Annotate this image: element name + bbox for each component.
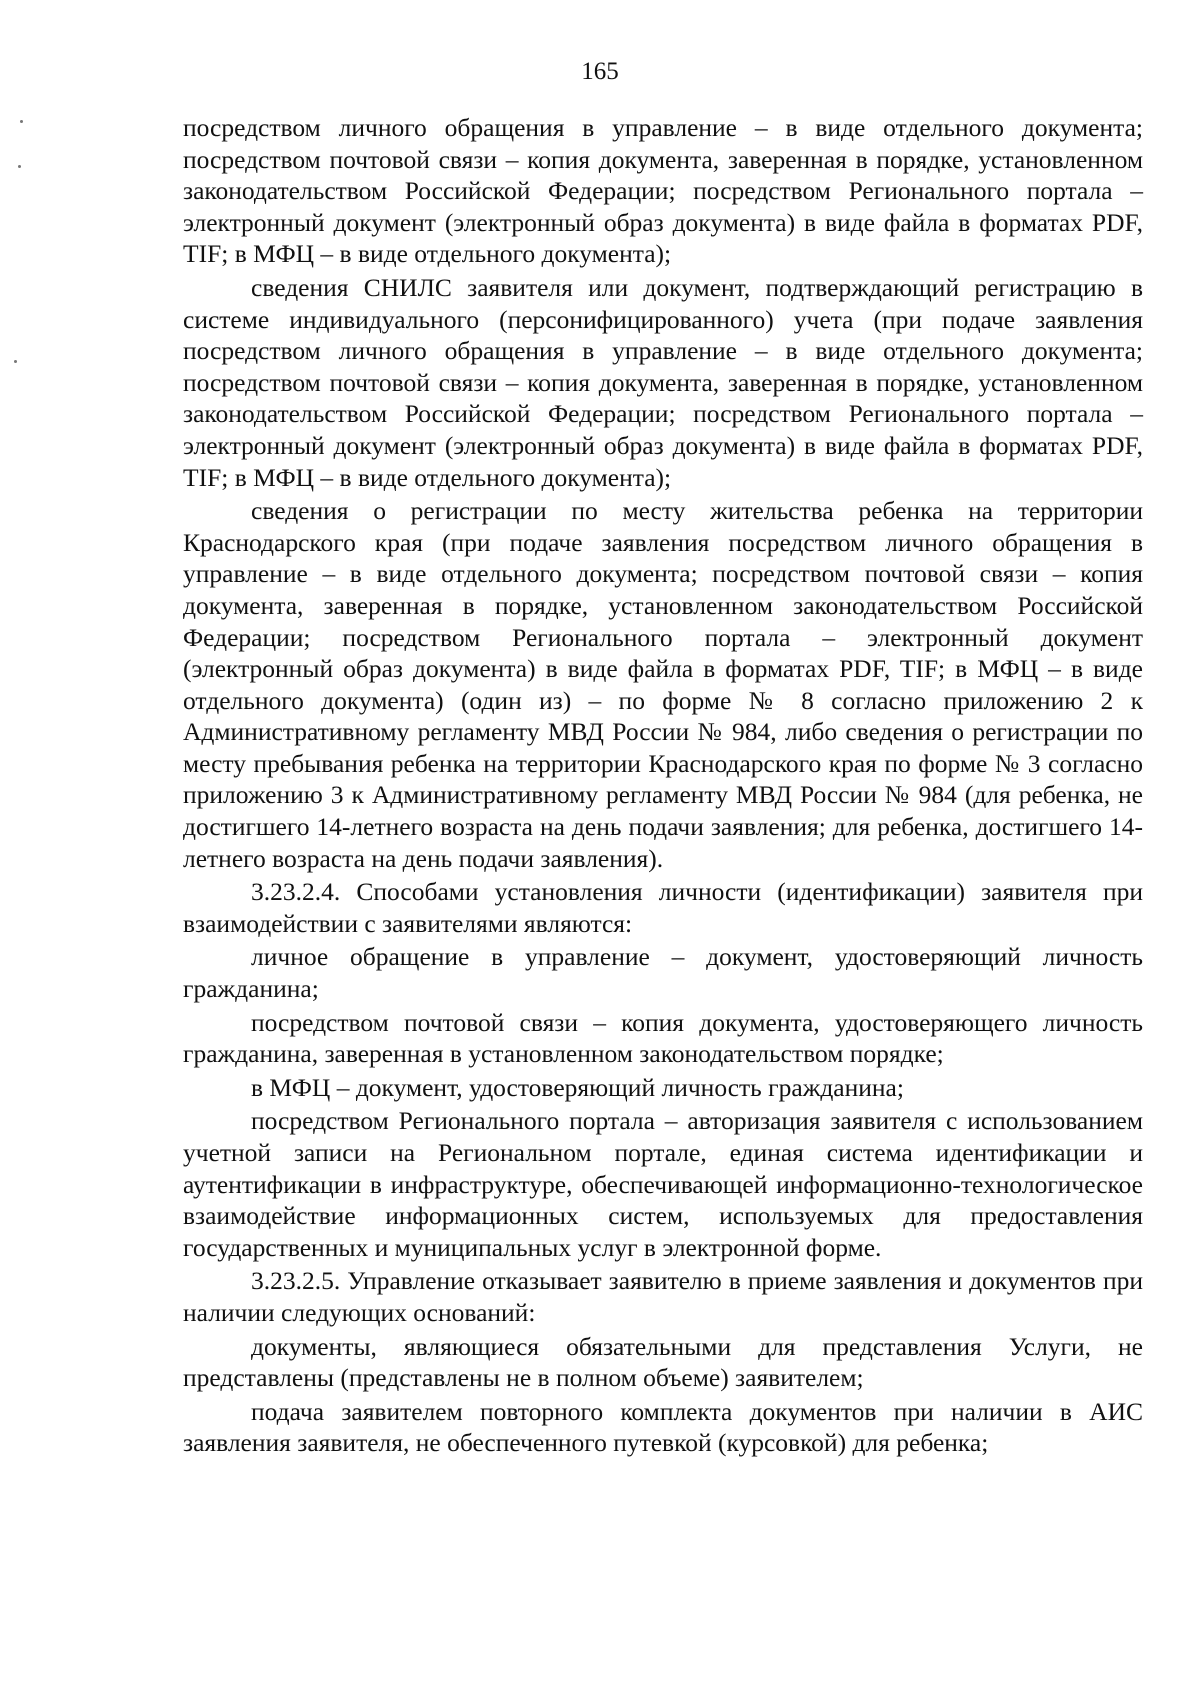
paragraph-3-23-2-4: 3.23.2.4. Способами установления личности (идентификации) заявителя при взаимодействии с заявителями являются:	[183, 877, 1143, 938]
paragraph-personal-visit: личное обращение в управление – документ, удостоверяющий личность гражданина;	[183, 942, 1143, 1004]
paragraph-snils: сведения СНИЛС заявителя или документ, подтверждающий регистрацию в системе индивидуального (персонифицированного) учета (при подаче заявления посредством личного обращения в управление – в виде отдельного документа; посредством почтовой связи – копия документа, заверенная в порядке, установленном законодательством Российской Федерации; посредством Регионального портала – электронный документ (электронный образ документа) в виде файла в форматах PDF, TIF; в МФЦ – в виде отдельного документа);	[183, 272, 1143, 492]
document-body	[183, 112, 1143, 1461]
paragraph-mfc: в МФЦ – документ, удостоверяющий личность гражданина;	[251, 1072, 904, 1102]
paragraph-repeat-submission: подача заявителем повторного комплекта документов при наличии в АИС заявления заявителя, не обеспеченного путевкой (курсовкой) для ребенка;	[183, 1396, 1143, 1458]
scan-speck	[18, 165, 21, 168]
paragraph-documents-missing: документы, являющиеся обязательными для представления Услуги, не представлены (представлены не в полном объеме) заявителем;	[183, 1331, 1143, 1393]
scan-speck	[20, 120, 23, 123]
paragraph-3-23-2-5: 3.23.2.5. Управление отказывает заявителю в приеме заявления и документов при наличии следующих оснований:	[183, 1266, 1143, 1327]
paragraph-postal: посредством почтовой связи – копия документа, удостоверяющего личность гражданина, заверенная в установленном законодательством порядке;	[183, 1007, 1143, 1069]
scan-speck	[14, 360, 17, 363]
paragraph-continuation: посредством личного обращения в управление – в виде отдельного документа; посредством почтовой связи – копия документа, заверенная в порядке, установленном законодательством Российской Федерации; посредством Регионального портала – электронный документ (электронный образ документа) в виде файла в форматах PDF, TIF; в МФЦ – в виде отдельного документа);	[183, 113, 1143, 269]
paragraph-regional-portal: посредством Регионального портала – авторизация заявителя с использованием учетной записи на Региональном портале, единая система идентификации и аутентификации в инфраструктуре, обеспечивающей информационно-технологическое взаимодействие информационных систем, используемых для предоставления государственных и муниципальных услуг в электронной форме.	[183, 1106, 1143, 1262]
paragraph-registration: сведения о регистрации по месту жительства ребенка на территории Краснодарского края (при подаче заявления посредством личного обращения в управление – в виде отдельного документа; посредством почтовой связи – копия документа, заверенная в порядке, установленном законодательством Российской Федерации; посредством Регионального портала – электронный документ (электронный образ документа) в виде файла в форматах PDF, TIF; в МФЦ – в виде отдельного документа) (один из) – по форме № 8 согласно приложению 2 к Административному регламенту МВД России № 984, либо сведения о регистрации по месту пребывания ребенка на территории Краснодарского края по форме № 3 согласно приложению 3 к Административному регламенту МВД России № 984 (для ребенка, не достигшего 14-летнего возраста на день подачи заявления; для ребенка, достигшего 14-летнего возраста на день подачи заявления).	[183, 496, 1143, 873]
page-number: 165	[581, 58, 619, 85]
